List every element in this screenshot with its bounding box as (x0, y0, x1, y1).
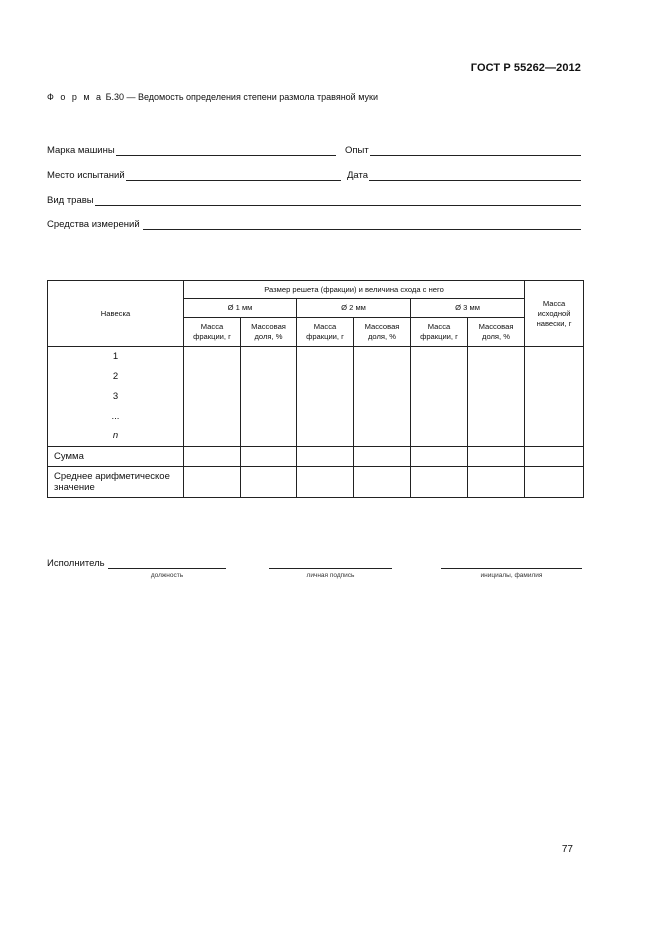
table-cell[interactable] (241, 347, 297, 367)
table-cell[interactable] (297, 407, 354, 427)
table-cell[interactable] (354, 467, 411, 498)
row-index: 1 (48, 347, 184, 367)
initial-mass-header: Масса исходной навески, г (525, 281, 584, 347)
page-number: 77 (561, 844, 573, 855)
table-cell[interactable] (525, 407, 584, 427)
instruments-label: Средства измерений (47, 219, 140, 230)
table-cell[interactable] (354, 347, 411, 367)
table-cell[interactable] (241, 427, 297, 447)
grass-line (95, 195, 581, 206)
share-header: Массовая доля, % (468, 318, 525, 347)
table-row (48, 347, 584, 367)
table-cell[interactable] (354, 407, 411, 427)
table-cell[interactable] (411, 367, 468, 387)
table-cell[interactable] (525, 467, 584, 498)
row-index: 2 (48, 367, 184, 387)
form-number-title: Б.30 — Ведомость определения степени размола травяной муки (103, 92, 378, 102)
place-label: Место испытаний (47, 170, 125, 181)
table-cell[interactable] (354, 427, 411, 447)
table-cell[interactable] (525, 367, 584, 387)
table-cell[interactable] (297, 387, 354, 407)
sieve-2-header: Ø 2 мм (297, 299, 411, 318)
table-cell[interactable] (241, 387, 297, 407)
experiment-field[interactable] (345, 143, 581, 156)
sample-header: Навеска (48, 281, 184, 347)
form-label: Ф о р м а (47, 92, 104, 102)
table-cell[interactable] (241, 467, 297, 498)
table-cell[interactable] (525, 427, 584, 447)
table-cell[interactable] (184, 447, 241, 467)
mass-header: Масса фракции, г (297, 318, 354, 347)
machine-field[interactable] (47, 143, 336, 156)
table-cell[interactable] (184, 467, 241, 498)
table-cell[interactable] (468, 467, 525, 498)
table-cell[interactable] (184, 427, 241, 447)
table-cell[interactable] (468, 447, 525, 467)
table-cell[interactable] (525, 447, 584, 467)
signature-line[interactable] (269, 568, 392, 569)
position-line[interactable] (108, 568, 226, 569)
experiment-label: Опыт (345, 145, 369, 156)
position-caption: должность (150, 572, 184, 579)
table-cell[interactable] (468, 367, 525, 387)
table-cell[interactable] (411, 387, 468, 407)
table-cell[interactable] (241, 367, 297, 387)
machine-label: Марка машины (47, 145, 115, 156)
instruments-field[interactable] (47, 217, 581, 230)
share-header: Массовая доля, % (354, 318, 411, 347)
table-cell[interactable] (411, 407, 468, 427)
machine-line (116, 145, 336, 156)
grass-label: Вид травы (47, 195, 94, 206)
table-cell[interactable] (354, 447, 411, 467)
date-line (369, 170, 581, 181)
table-cell[interactable] (525, 387, 584, 407)
table-cell[interactable] (184, 387, 241, 407)
form-title (47, 92, 378, 102)
instruments-line (143, 219, 581, 230)
row-index: n (48, 427, 184, 447)
mass-header: Масса фракции, г (184, 318, 241, 347)
table-cell[interactable] (525, 347, 584, 367)
table-row (48, 427, 584, 447)
table-cell[interactable] (411, 427, 468, 447)
table-cell[interactable] (241, 407, 297, 427)
table-row (48, 367, 584, 387)
table-cell[interactable] (354, 367, 411, 387)
place-line (126, 170, 341, 181)
table-cell[interactable] (297, 347, 354, 367)
table-cell[interactable] (354, 387, 411, 407)
place-field[interactable] (47, 168, 341, 181)
sieve-3-header: Ø 3 мм (411, 299, 525, 318)
table-cell[interactable] (468, 347, 525, 367)
row-index: ... (48, 407, 184, 427)
table-cell[interactable] (184, 347, 241, 367)
table-row (48, 387, 584, 407)
table-cell[interactable] (297, 467, 354, 498)
date-label: Дата (347, 170, 369, 181)
table-cell[interactable] (468, 427, 525, 447)
fraction-table (47, 280, 584, 498)
table-cell[interactable] (411, 347, 468, 367)
document-code: ГОСТ Р 55262—2012 (470, 62, 581, 74)
table-cell[interactable] (468, 387, 525, 407)
mass-header: Масса фракции, г (411, 318, 468, 347)
sieve-group-header: Размер решета (фракции) и величина схода с него (184, 281, 525, 299)
sieve-1-header: Ø 1 мм (184, 299, 297, 318)
signature-caption: личная подпись (306, 572, 355, 579)
share-header: Массовая доля, % (241, 318, 297, 347)
table-cell[interactable] (468, 407, 525, 427)
name-caption: инициалы, фамилия (480, 572, 543, 579)
grass-field[interactable] (47, 193, 581, 206)
row-index: 3 (48, 387, 184, 407)
mean-row (48, 467, 584, 498)
performer-label: Исполнитель (47, 558, 105, 569)
table-cell[interactable] (411, 467, 468, 498)
table-cell[interactable] (184, 367, 241, 387)
name-line[interactable] (441, 568, 582, 569)
table-cell[interactable] (184, 407, 241, 427)
date-field[interactable] (347, 168, 581, 181)
sum-label: Сумма (48, 447, 184, 467)
sum-row (48, 447, 584, 467)
mean-label: Среднее арифметическое значение (48, 467, 184, 498)
table-cell[interactable] (241, 447, 297, 467)
table-row (48, 407, 584, 427)
table-cell[interactable] (411, 447, 468, 467)
table-cell[interactable] (297, 367, 354, 387)
table-cell[interactable] (297, 427, 354, 447)
table-cell[interactable] (297, 447, 354, 467)
experiment-line (370, 145, 581, 156)
